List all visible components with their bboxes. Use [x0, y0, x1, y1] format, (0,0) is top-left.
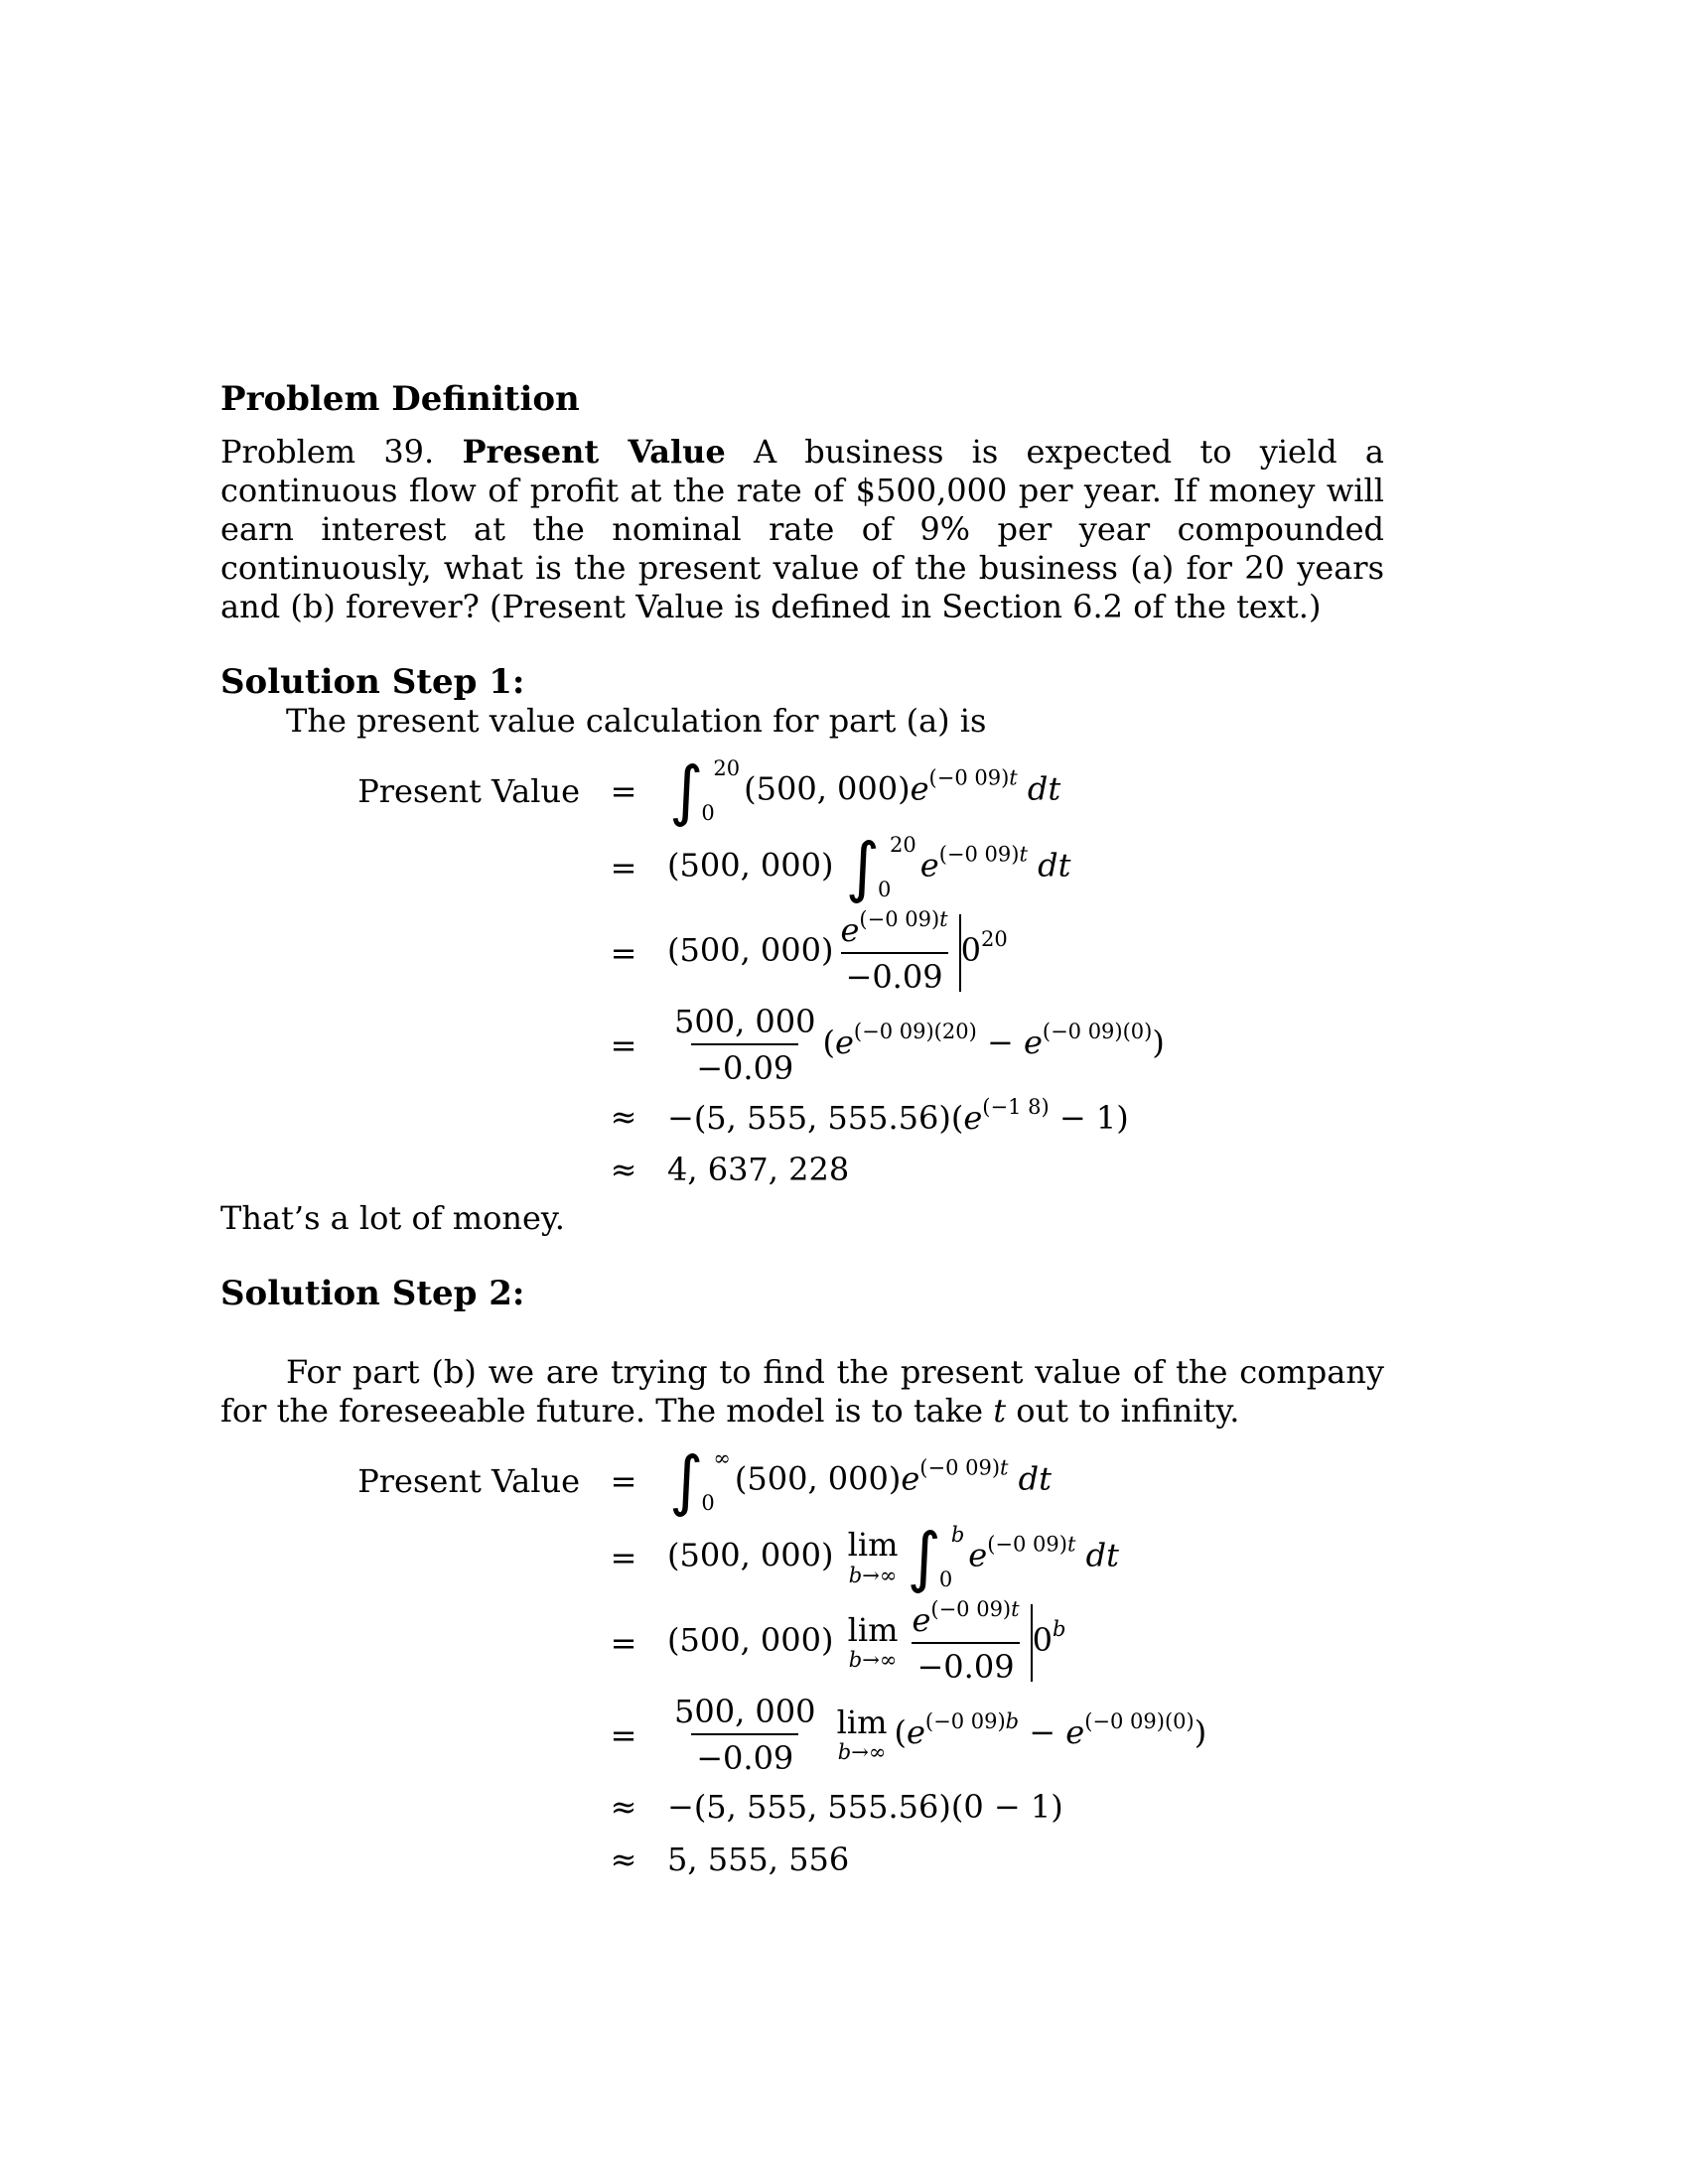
- limit-operator: [847, 1610, 899, 1673]
- math-variable: t: [1009, 765, 1018, 790]
- math-text: [920, 847, 939, 885]
- integral-lower-limit: 0: [701, 1491, 715, 1515]
- equation-rhs: [667, 1151, 1384, 1188]
- equation-relation: ≈: [610, 1841, 637, 1878]
- equation-relation: ≈: [610, 1098, 637, 1136]
- step2-text-part1: For part (b) we are trying to find the present value of the company for the foreseeable future. The model is to take: [220, 1353, 1384, 1430]
- limit-operator: [847, 1526, 899, 1587]
- fraction-denominator: [691, 1733, 798, 1777]
- math-variable: b: [848, 1563, 863, 1587]
- math-variable: e: [919, 846, 939, 885]
- math-superscript: 20: [980, 927, 1008, 951]
- fraction-denominator: [912, 1642, 1019, 1686]
- math-superscript: (−0 09)(0): [1084, 1709, 1195, 1733]
- math-text: −0.09: [696, 1739, 794, 1777]
- math-variable: t: [1019, 842, 1028, 867]
- integral-icon: ∫: [669, 1442, 704, 1519]
- integral-limits: [701, 756, 741, 825]
- fraction: [669, 1003, 821, 1087]
- solution-step-1-heading: Solution Step 1:: [220, 662, 525, 702]
- equation-rhs: [667, 1693, 1384, 1777]
- math-text: 500, 000: [674, 1693, 816, 1730]
- limit-subscript: b→∞: [848, 1648, 898, 1673]
- equation-relation: =: [610, 772, 637, 810]
- integral-icon: ∫: [669, 752, 704, 829]
- step2-text-part2: out to infinity.: [1006, 1392, 1240, 1430]
- math-text: −(5, 555, 555.56)(e: [667, 1099, 983, 1137]
- integral-icon: ∫: [845, 829, 881, 905]
- equation-row: [220, 752, 1384, 829]
- equation-rhs: [667, 1788, 1384, 1826]
- math-superscript: (−0 09)(0): [1042, 1020, 1153, 1043]
- math-text: (500, 000): [667, 931, 834, 969]
- math-text: − e: [1019, 1713, 1085, 1751]
- math-variable: e: [834, 1024, 854, 1061]
- math-variable: b: [848, 1648, 863, 1673]
- integral-limits: [701, 1446, 731, 1515]
- math-text: −0.09: [696, 1049, 794, 1087]
- math-text: (500, 000)e: [734, 1459, 920, 1498]
- limit-word: lim: [847, 1526, 899, 1565]
- equation-lhs: Present Value: [357, 1462, 580, 1500]
- fraction: [669, 1693, 821, 1777]
- math-superscript: (−0 09)t: [930, 1597, 1020, 1621]
- math-text: [840, 911, 859, 949]
- after-equation-remark: That’s a lot of money.: [220, 1199, 565, 1237]
- step2-paragraph: [220, 1353, 1384, 1431]
- math-text: − 1): [1049, 1099, 1129, 1137]
- equation-relation: =: [610, 849, 637, 887]
- t-variable: t: [993, 1392, 1007, 1430]
- math-text: [1075, 1537, 1119, 1574]
- equation-rhs: [667, 1599, 1384, 1686]
- math-text: − e: [976, 1024, 1043, 1061]
- math-text: −0.09: [916, 1648, 1015, 1686]
- problem-definition-heading: Problem Definition: [220, 379, 580, 419]
- math-text: (500, 000): [667, 1536, 844, 1574]
- math-variable: e: [906, 1713, 925, 1751]
- fraction-numerator: [669, 1003, 821, 1043]
- equation-row: [220, 1442, 1384, 1519]
- equation-relation: =: [610, 1715, 637, 1754]
- math-variable: b: [837, 1740, 852, 1765]
- integral: [845, 829, 916, 905]
- math-variable: e: [963, 1099, 983, 1137]
- fraction: [835, 909, 952, 996]
- equation-row: [220, 1147, 1384, 1192]
- math-variable: dt: [1027, 769, 1061, 808]
- math-text: ): [1152, 1024, 1165, 1061]
- equation-rhs: [667, 1003, 1384, 1087]
- equation-row: [220, 909, 1384, 996]
- math-variable: t: [939, 907, 948, 931]
- math-text: −(5, 555, 555.56)(0 − 1): [667, 1788, 1063, 1826]
- math-superscript: [1053, 1617, 1065, 1641]
- fraction: [907, 1599, 1024, 1686]
- math-text: (500, 000): [667, 846, 844, 885]
- math-superscript: (−1 8): [982, 1095, 1050, 1119]
- problem-paragraph: [220, 433, 1384, 626]
- equation-rhs: [667, 909, 1384, 996]
- equation-row: [220, 1837, 1384, 1882]
- math-text: ): [1194, 1713, 1207, 1751]
- math-variable: b: [1005, 1709, 1020, 1733]
- fraction-numerator: [669, 1693, 821, 1733]
- math-variable: e: [901, 1459, 920, 1498]
- math-variable: e: [910, 769, 929, 808]
- math-variable: t: [1066, 1532, 1076, 1557]
- math-superscript: (−0 09)(20): [853, 1020, 977, 1043]
- math-text: 0: [1032, 1621, 1053, 1659]
- integral-upper-limit: 20: [890, 833, 916, 857]
- equation-relation: =: [610, 1539, 637, 1576]
- math-text: −0.09: [845, 958, 943, 996]
- solution-step-2-heading: Solution Step 2:: [220, 1274, 525, 1313]
- equation-block-1: [220, 752, 1384, 1192]
- math-text: [912, 1601, 930, 1639]
- equation-rhs: [667, 829, 1384, 905]
- integral-upper-limit: 20: [713, 756, 741, 780]
- math-superscript: (−0 09)t: [987, 1532, 1076, 1557]
- equation-relation: =: [610, 933, 637, 972]
- equation-relation: =: [610, 1462, 637, 1500]
- problem-number-text: Problem 39.: [220, 433, 463, 471]
- document-content: [220, 379, 1384, 1889]
- math-variable: dt: [1085, 1536, 1119, 1574]
- limit-subscript: b→∞: [837, 1740, 887, 1765]
- math-variable: e: [1065, 1713, 1085, 1751]
- fraction-numerator: [907, 1599, 1024, 1642]
- equation-block-2: [220, 1442, 1384, 1882]
- math-superscript: (−0 09)t: [938, 842, 1028, 867]
- math-variable: t: [1000, 1455, 1009, 1480]
- equation-row: [220, 1599, 1384, 1686]
- integral-limits: [878, 833, 916, 901]
- fraction-numerator: [835, 909, 952, 952]
- limit-word: lim: [847, 1610, 899, 1649]
- integral: [669, 752, 741, 829]
- equation-row: [220, 1519, 1384, 1595]
- math-variable: b: [1052, 1617, 1066, 1641]
- integral-lower-limit: 0: [701, 801, 715, 825]
- math-text: [968, 1537, 987, 1574]
- integral: [907, 1519, 965, 1595]
- math-variable: dt: [1018, 1459, 1053, 1498]
- math-variable: e: [968, 1536, 988, 1574]
- equation-relation: =: [610, 1025, 637, 1064]
- equation-lhs: Present Value: [357, 772, 580, 810]
- math-superscript: (−0 09)t: [919, 1455, 1009, 1480]
- math-variable: e: [912, 1601, 931, 1639]
- math-variable: e: [840, 911, 860, 949]
- equation-rhs: [667, 752, 1384, 829]
- equation-relation: ≈: [610, 1788, 637, 1826]
- equation-relation: ≈: [610, 1151, 637, 1188]
- math-text: 500, 000: [674, 1003, 816, 1040]
- equation-rhs: [667, 1841, 1384, 1878]
- math-text: [1028, 847, 1071, 885]
- math-text: [1009, 1460, 1053, 1498]
- math-text: (e: [894, 1713, 925, 1751]
- integral-upper-limit: [951, 1525, 964, 1546]
- equation-row: [220, 1003, 1384, 1087]
- math-superscript: (−0 09)t: [859, 907, 948, 931]
- math-variable: e: [1023, 1024, 1043, 1061]
- equation-rhs: [667, 1519, 1384, 1595]
- integral: [669, 1442, 731, 1519]
- math-variable: t: [1011, 1597, 1020, 1621]
- limit-operator: [836, 1703, 888, 1765]
- limit-word: lim: [836, 1703, 888, 1741]
- equation-relation: =: [610, 1623, 637, 1662]
- math-text: (e: [822, 1024, 854, 1061]
- equation-row: [220, 1693, 1384, 1777]
- equation-rhs: [667, 1442, 1384, 1519]
- equation-row: [220, 1094, 1384, 1140]
- math-text: 4, 637, 228: [667, 1151, 850, 1188]
- integral-lower-limit: 0: [878, 878, 892, 901]
- math-text: 5, 555, 556: [667, 1841, 850, 1878]
- math-variable: b: [950, 1523, 965, 1547]
- math-text: 0: [960, 931, 981, 969]
- integral-upper-limit: ∞: [713, 1446, 731, 1470]
- limit-subscript: b→∞: [848, 1563, 898, 1587]
- integral-lower-limit: 0: [938, 1568, 953, 1591]
- math-variable: dt: [1038, 846, 1071, 885]
- problem-title-bold: Present Value: [462, 433, 726, 471]
- math-text: [823, 1713, 833, 1751]
- math-text: [1018, 770, 1061, 808]
- step1-intro-text: The present value calculation for part (a) is: [286, 702, 987, 740]
- integral-icon: ∫: [907, 1519, 941, 1595]
- math-superscript: (−0 09)b: [924, 1709, 1020, 1733]
- math-text: (500, 000)e: [744, 769, 929, 808]
- equation-row: [220, 1784, 1384, 1830]
- equation-row: [220, 829, 1384, 905]
- problem-body-text: A business is expected to yield a continuous flow of profit at the rate of $500,000 per year. If money will earn interest at the nominal rate of 9% per year compounded continuously, what is the present value of the business (a) for 20 years and (b) forever? (Present Value is defined in Section 6.2 of the text.): [220, 433, 1385, 625]
- fraction-denominator: [841, 952, 948, 996]
- math-text: (500, 000): [667, 1621, 844, 1659]
- fraction-denominator: [691, 1043, 798, 1087]
- math-superscript: (−0 09)t: [928, 765, 1018, 790]
- equation-rhs: [667, 1097, 1384, 1137]
- integral-limits: [938, 1523, 965, 1591]
